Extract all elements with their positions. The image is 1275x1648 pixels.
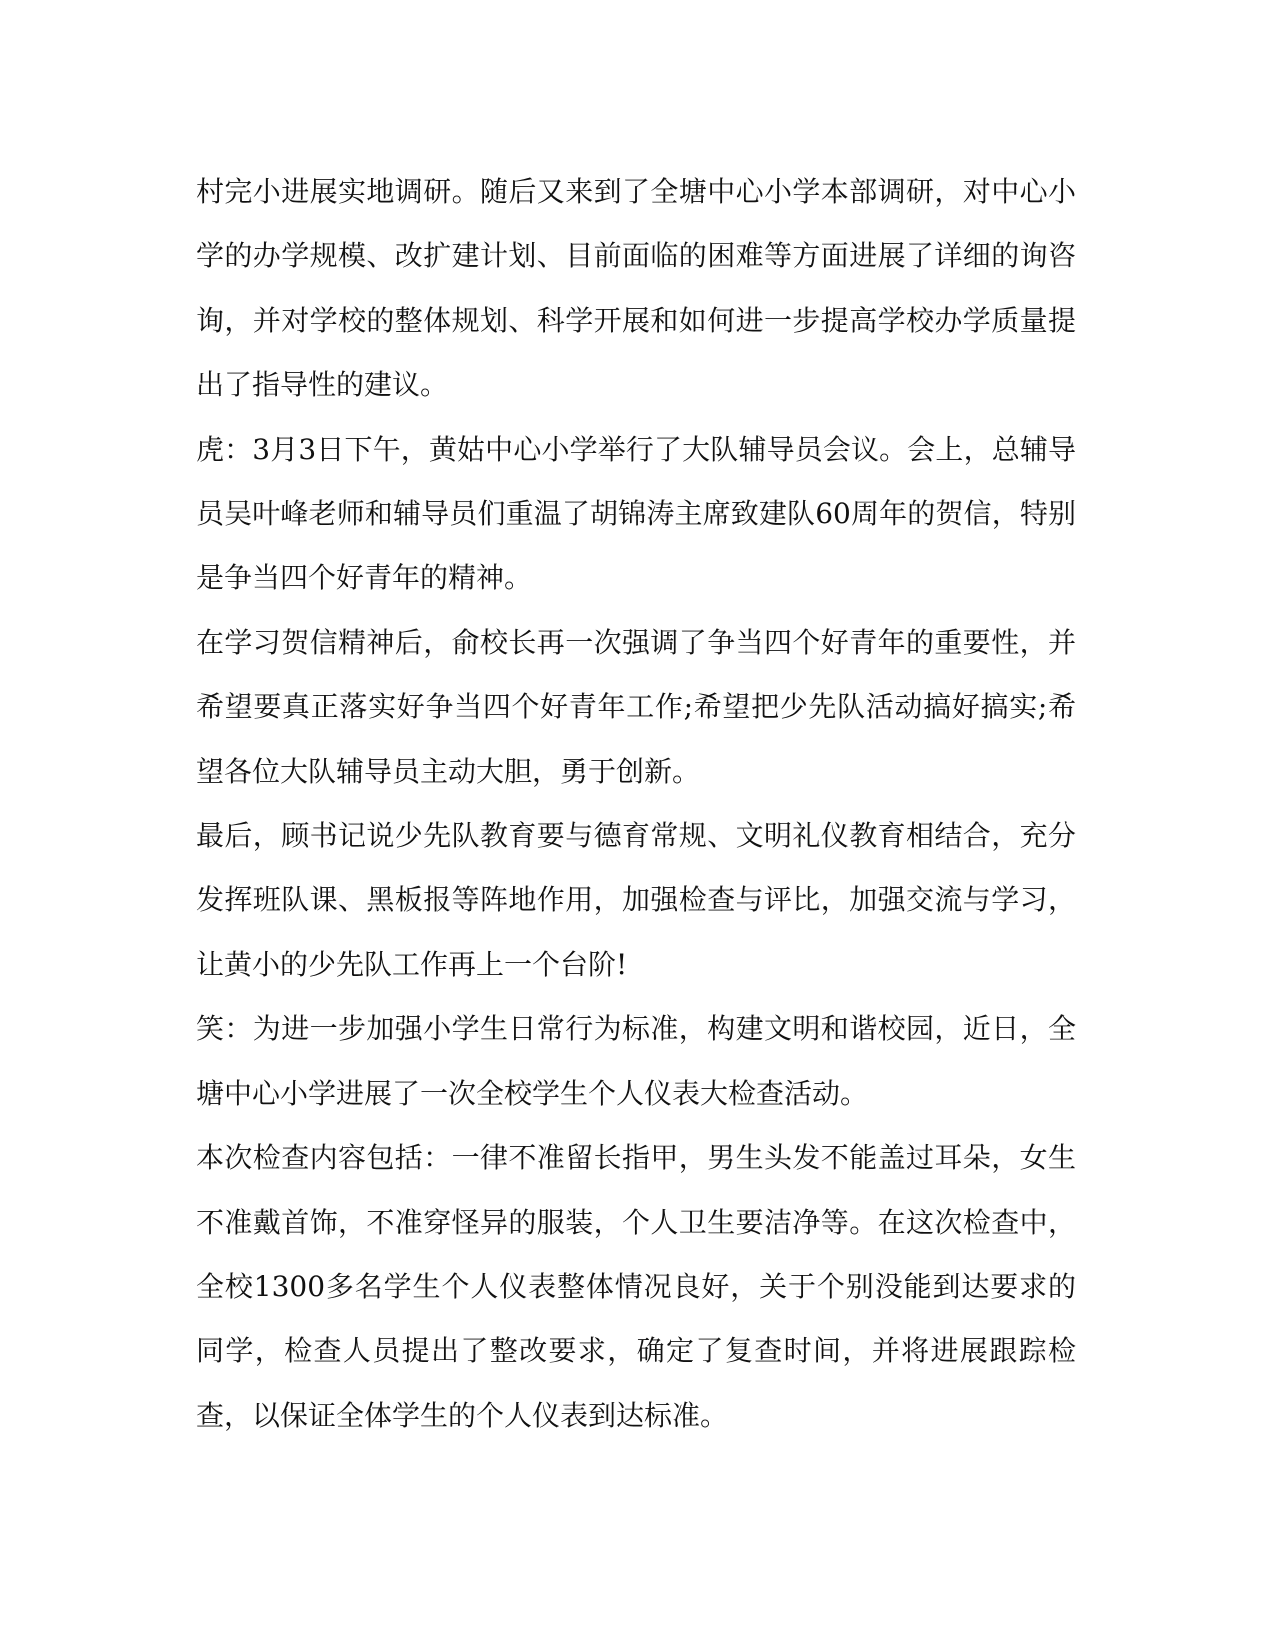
- paragraph: 虎：3月3日下午，黄姑中心小学举行了大队辅导员会议。会上，总辅导员吴叶峰老师和辅导员们重温了胡锦涛主席致建队60周年的贺信，特别是争当四个好青年的精神。: [196, 432, 1076, 595]
- paragraph: 本次检查内容包括：一律不准留长指甲，男生头发不能盖过耳朵，女生不准戴首饰，不准穿怪异的服装，个人卫生要洁净等。在这次检查中，全校1300多名学生个人仪表整体情况良好，关于个别没能到达要求的同学，检查人员提出了整改要求，确定了复查时间，并将进展跟踪检查，以保证全体学生的个人仪表到达标准。: [196, 1141, 1076, 1432]
- document-body: [196, 160, 1076, 1448]
- paragraph: 笑：为进一步加强小学生日常行为标准，构建文明和谐校园，近日，全塘中心小学进展了一次全校学生个人仪表大检查活动。: [196, 1012, 1076, 1110]
- paragraph: 在学习贺信精神后，俞校长再一次强调了争当四个好青年的重要性，并希望要真正落实好争当四个好青年工作;希望把少先队活动搞好搞实;希望各位大队辅导员主动大胆，勇于创新。: [196, 625, 1076, 788]
- paragraph: 村完小进展实地调研。随后又来到了全塘中心小学本部调研，对中心小学的办学规模、改扩建计划、目前面临的困难等方面进展了详细的询咨询，并对学校的整体规划、科学开展和如何进一步提高学校办学质量提出了指导性的建议。: [196, 175, 1076, 402]
- paragraph: 最后，顾书记说少先队教育要与德育常规、文明礼仪教育相结合，充分发挥班队课、黑板报等阵地作用，加强检查与评比，加强交流与学习，让黄小的少先队工作再上一个台阶!: [196, 819, 1076, 981]
